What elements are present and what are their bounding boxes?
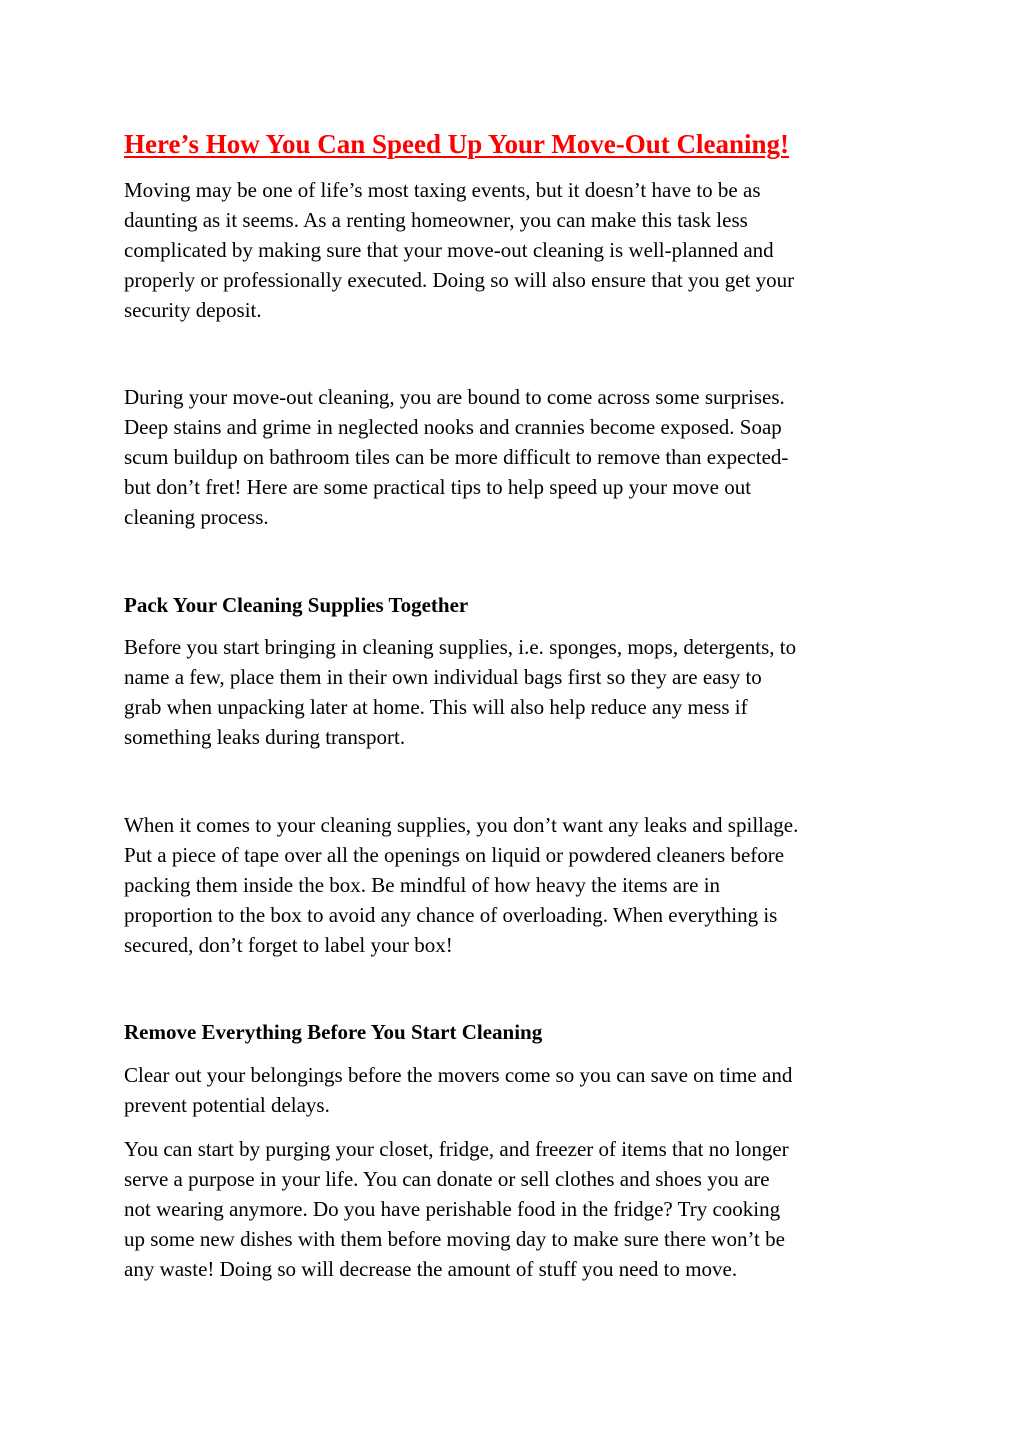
text-line: proportion to the box to avoid any chance of overloading. When everything is	[124, 903, 778, 927]
text-line: Deep stains and grime in neglected nooks and crannies become exposed. Soap	[124, 415, 782, 439]
leaks-paragraph	[124, 810, 904, 960]
text-line: You can start by purging your closet, fridge, and freezer of items that no longer	[124, 1137, 789, 1161]
text-line: cleaning process.	[124, 505, 269, 529]
surprises-paragraph	[124, 382, 904, 532]
text-line: Moving may be one of life’s most taxing events, but it doesn’t have to be as	[124, 178, 761, 202]
text-line: not wearing anymore. Do you have perishable food in the fridge? Try cooking	[124, 1197, 781, 1221]
text-line: packing them inside the box. Be mindful of how heavy the items are in	[124, 873, 721, 897]
intro-paragraph	[124, 175, 904, 325]
text-line: When it comes to your cleaning supplies, you don’t want any leaks and spillage.	[124, 813, 799, 837]
text-line: security deposit.	[124, 298, 262, 322]
text-line: secured, don’t forget to label your box!	[124, 933, 453, 957]
section-heading-remove-everything: Remove Everything Before You Start Cleaning	[124, 1020, 543, 1044]
text-line: Clear out your belongings before the movers come so you can save on time and	[124, 1063, 793, 1087]
text-line: daunting as it seems. As a renting homeowner, you can make this task less	[124, 208, 748, 232]
text-line: up some new dishes with them before moving day to make sure there won’t be	[124, 1227, 785, 1251]
text-line: grab when unpacking later at home. This will also help reduce any mess if	[124, 695, 748, 719]
text-line: serve a purpose in your life. You can donate or sell clothes and shoes you are	[124, 1167, 770, 1191]
text-line: During your move-out cleaning, you are bound to come across some surprises.	[124, 385, 785, 409]
text-line: properly or professionally executed. Doing so will also ensure that you get your	[124, 268, 795, 292]
pack-supplies-paragraph	[124, 632, 904, 752]
text-line: complicated by making sure that your move-out cleaning is well-planned and	[124, 238, 774, 262]
text-line: but don’t fret! Here are some practical tips to help speed up your move out	[124, 475, 752, 499]
text-line: any waste! Doing so will decrease the amount of stuff you need to move.	[124, 1257, 738, 1281]
document-title: Here’s How You Can Speed Up Your Move-Out Cleaning!	[124, 129, 790, 159]
section-heading-pack-supplies: Pack Your Cleaning Supplies Together	[124, 593, 469, 617]
text-line: something leaks during transport.	[124, 725, 406, 749]
clear-out-paragraph	[124, 1060, 904, 1120]
purging-paragraph	[124, 1134, 904, 1284]
text-line: scum buildup on bathroom tiles can be more difficult to remove than expected-	[124, 445, 789, 469]
text-line: name a few, place them in their own individual bags first so they are easy to	[124, 665, 762, 689]
text-line: prevent potential delays.	[124, 1093, 330, 1117]
text-line: Before you start bringing in cleaning supplies, i.e. sponges, mops, detergents, to	[124, 635, 797, 659]
text-line: Put a piece of tape over all the openings on liquid or powdered cleaners before	[124, 843, 785, 867]
